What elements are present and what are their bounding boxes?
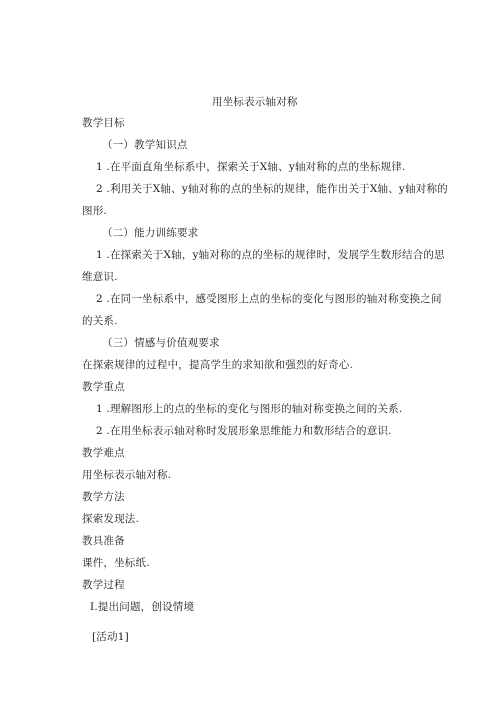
paragraph-line: 2 .在同一坐标系中，感受图形上点的坐标的变化与图形的轴对称变换之间 — [96, 293, 442, 305]
heading-teaching-process: 教学过程 — [82, 579, 125, 591]
paragraph-line: 用坐标表示轴对称. — [82, 469, 172, 481]
subheading-ability-requirements: （二）能力训练要求 — [102, 227, 199, 239]
subheading-emotion-values: （三）情感与价值观要求 — [102, 337, 220, 349]
heading-teaching-goals: 教学目标 — [82, 117, 125, 129]
paragraph-line: 1 .理解图形上的点的坐标的变化与图形的轴对称变换之间的关系. — [96, 403, 403, 415]
activity-label: [活动1] — [92, 631, 129, 643]
paragraph-line: 维意识. — [82, 271, 118, 283]
paragraph-line: 在探索规律的过程中，提高学生的求知欲和强烈的好奇心. — [82, 359, 354, 371]
heading-teaching-method: 教学方法 — [82, 491, 125, 503]
paragraph-line: 的关系. — [82, 315, 118, 327]
paragraph-line: 2 .利用关于X轴、y轴对称的点的坐标的规律，能作出关于X轴、y轴对称的 — [96, 183, 448, 195]
paragraph-line: 1 .在探索关于X轴，y轴对称的点的坐标的规律时，发展学生数形结合的思 — [96, 249, 445, 261]
heading-difficulties: 教学难点 — [82, 447, 125, 459]
heading-key-points: 教学重点 — [82, 381, 125, 393]
paragraph-line: 图形. — [82, 205, 107, 217]
document-title: 用坐标表示轴对称 — [212, 96, 298, 108]
heading-teaching-aids: 教具准备 — [82, 535, 125, 547]
paragraph-line: 课件，坐标纸. — [82, 557, 150, 569]
paragraph-line: 1 .在平面直角坐标系中，探索关于X轴、y轴对称的点的坐标规律. — [96, 161, 406, 173]
section-heading: I.提出问题，创设情境 — [90, 601, 195, 613]
subheading-knowledge-points: （一）教学知识点 — [102, 139, 188, 151]
paragraph-line: 2 .在用坐标表示轴对称时发展形象思维能力和数形结合的意识. — [96, 425, 392, 437]
paragraph-line: 探索发现法. — [82, 513, 140, 525]
